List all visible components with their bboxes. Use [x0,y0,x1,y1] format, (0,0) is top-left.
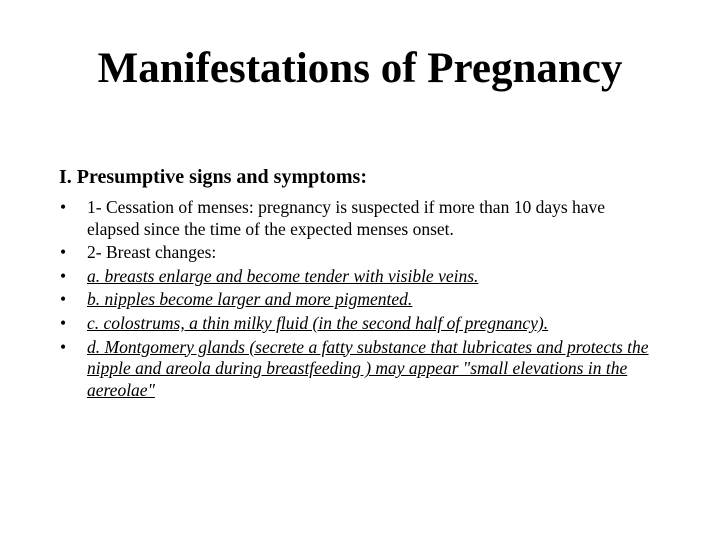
bullet-dot: • [60,265,67,286]
bullet-item [59,313,659,335]
bullet-item [59,197,659,240]
bullet-dot: • [60,312,67,333]
bullet-dot: • [60,197,67,217]
bullet-item [59,266,659,288]
slide-title: Manifestations of Pregnancy [97,45,623,92]
bullet-text: c. colostrums, a thin milky fluid (in the second half of pregnancy). [87,312,549,333]
bullet-item [59,337,659,402]
bullet-text: 1- Cessation of menses: pregnancy is suspected if more than 10 days have elapsed since the time of the expected menses onset. [87,197,606,239]
bullet-text: d. Montgomery glands (secrete a fatty substance that lubricates and protects the nipple and areola during breastfeeding ) may appear "small elevations in the aereolae" [87,336,649,400]
bullet-dot: • [60,336,67,357]
bullet-dot: • [60,289,67,310]
bullet-item [59,289,659,311]
section-heading: I. Presumptive signs and symptoms: [59,166,367,188]
bullet-list [59,197,659,403]
bullet-item [59,242,659,264]
bullet-text: b. nipples become larger and more pigmented. [87,289,413,310]
bullet-text: 2- Breast changes: [87,242,217,263]
bullet-text: a. breasts enlarge and become tender with visible veins. [87,265,479,286]
bullet-dot: • [60,242,67,263]
